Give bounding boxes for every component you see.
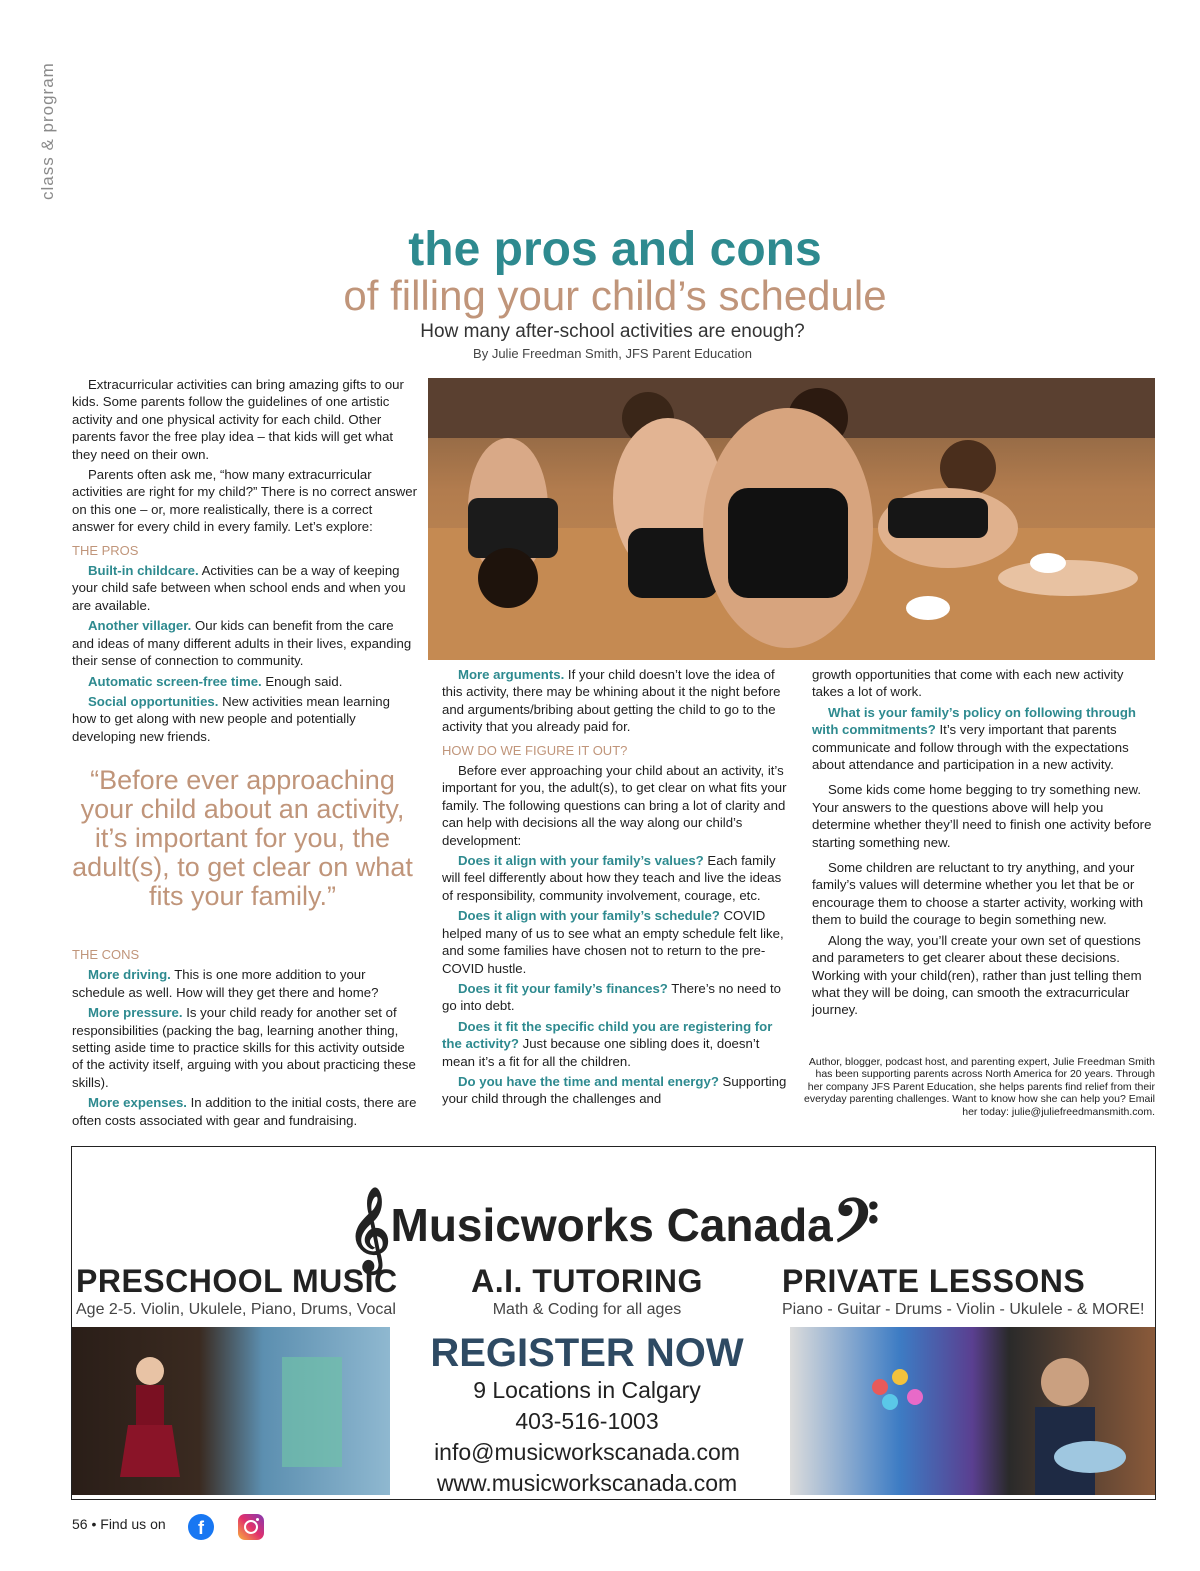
closing-paragraph-3: Along the way, you’ll create your own set of questions and parameters to get clearer about these decisions. Working with your child(ren), rather than just telling them what they will be doing, can smooth the extracurricular journey. [812,932,1142,1018]
treble-clef-icon: 𝄞 [347,1185,391,1270]
cons-item: More arguments. If your child doesn’t love the idea of this activity, there may be whining about it the night before and arguments/bribing about getting the child to go to the activity that you already paid for. [442,667,781,735]
find-us-label: Find us on [100,1516,166,1532]
column-2 [442,666,787,1111]
cons-item: More expenses. In addition to the initial costs, there are often costs associated with gear and fundraising. [72,1095,417,1128]
cons-item: More driving. This is one more addition to your schedule as well. How will they get there and home? [72,967,379,1000]
ad-website[interactable]: www.musicworkscanada.com [436,1470,738,1496]
ad-preschool-photo [72,1327,390,1495]
question-item: Does it align with your family’s values? Each family will feel differently about how they teach and live the ideas of responsibility, community involvement, courage, etc. [442,853,782,903]
closing-paragraph-1: Some kids come home begging to try something new. Your answers to the questions above will help you determine whether they’ll need to finish one activity before starting something new. [812,782,1152,850]
ad-brand [72,1173,1155,1270]
pros-item: Automatic screen-free time. Enough said. [88,673,343,689]
ad-tutoring-title: A.I. TUTORING [471,1263,703,1299]
question-item: Does it align with your family’s schedule? COVID helped many of us to see what an empty schedule felt like, and some families have chosen not to return to the pre-COVID hustle. [442,908,784,976]
page-number: 56 [72,1516,88,1532]
ad-lessons-photo [790,1327,1155,1495]
page-footer: 56 • Find us on [72,1516,166,1532]
intro-paragraph-2: Parents often ask me, “how many extracurricular activities are right for my child?” There is no correct answer on this one – or, more realistically, there is a correct answer for every child in every family. Let’s explore: [72,467,417,535]
article-title-line2: of filling your child’s schedule [343,272,887,319]
bass-clef-icon: 𝄢 [832,1185,880,1270]
question-item: Do you have the time and mental energy? Supporting your child through the challenges and [442,1073,787,1107]
figure-intro: Before ever approaching your child about an activity, it’s important for you, the adult(s), to get clear on what fits your family. The following questions can bring a lot of clarity and can help with decisions all the way along our child’s development: [442,763,787,848]
pros-item: Social opportunities. New activities mean learning how to get along with new people and potentially developing new friends. [72,693,390,744]
musicworks-advertisement[interactable] [71,1146,1156,1500]
cons-item: More pressure. Is your child ready for another set of responsibilities (packing the bag, learning another thing, setting aside time to practice skills for this activity outside of the activity itself, arguing with you about practicing these skills). [72,1005,416,1090]
article-title-line1: the pros and cons [408,223,822,276]
instagram-icon[interactable] [238,1514,264,1540]
ad-tutoring-sub: Math & Coding for all ages [492,1301,682,1318]
cons-section [72,940,417,1132]
question-item: Does it fit your family’s finances? There’s no need to go into debt. [442,980,781,1014]
pull-quote: “Before ever approaching your child about an activity, it’s important for you, the adult(s), to get clear on what fits your family.” [72,765,413,911]
facebook-icon[interactable]: f [188,1514,214,1540]
cons-heading: THE CONS [72,947,140,962]
pros-heading: THE PROS [72,542,139,558]
ad-locations: 9 Locations in Calgary [473,1377,701,1403]
figure-heading: HOW DO WE FIGURE IT OUT? [442,742,628,758]
intro-paragraph-1: Extracurricular activities can bring amazing gifts to our kids. Some parents follow the guidelines of one artistic activity and one physical activity for each child. Other parents favor the free play idea – that kids will get what they need on their own. [72,377,404,462]
closing-paragraph-2: Some children are reluctant to try anything, and your family’s values will determine whether you let that be or encourage them to choose a starter activity, working with them to build the courage to begin something new. [812,860,1144,928]
ad-preschool-title: PRESCHOOL MUSIC [76,1263,398,1299]
column-3 [812,666,1157,1022]
ad-preschool-sub: Age 2-5. Violin, Ukulele, Piano, Drums, Vocal [76,1301,396,1318]
ad-lessons-sub: Piano - Guitar - Drums - Violin - Ukulele - & MORE! [782,1301,1145,1318]
question-item-continued: growth opportunities that come with each new activity takes a lot of work. [812,667,1124,700]
pros-item: Another villager. Our kids can benefit from the care and ideas of many different adults in their lives, expanding their sense of connection to community. [72,618,412,669]
register-now-button[interactable]: REGISTER NOW [430,1331,744,1375]
byline: By Julie Freedman Smith, JFS Parent Education [473,346,752,361]
ad-email[interactable]: info@musicworkscanada.com [434,1439,740,1465]
question-item: Does it fit the specific child you are registering for the activity? Just because one sibling does it, doesn’t mean it’s a fit for all the children. [442,1018,773,1069]
ad-lessons-title: PRIVATE LESSONS [782,1263,1086,1299]
pros-item: Built-in childcare. Activities can be a way of keeping your child safe between when school ends and when you are available. [72,563,406,613]
article-subtitle: How many after-school activities are enough? [420,321,805,342]
dance-class-photo [428,378,1155,660]
author-bio: Author, blogger, podcast host, and parenting expert, Julie Freedman Smith has been supporting parents across North America for 20 years. Through her company JFS Parent Education, she helps parents find relief from their everyday parenting challenges. Want to know how she can help you? Email her today: julie@juliefreedmansmith.com. [804,1056,1155,1118]
ad-brand-name: Musicworks Canada [390,1199,833,1251]
column-1 [72,376,417,748]
ad-phone[interactable]: 403-516-1003 [515,1408,659,1434]
section-label: class & program [38,62,57,200]
question-item: What is your family’s policy on following through with commitments? It’s very important that parents communicate and follow through with the expectations about attendance and participation in a new activity. [812,704,1136,773]
